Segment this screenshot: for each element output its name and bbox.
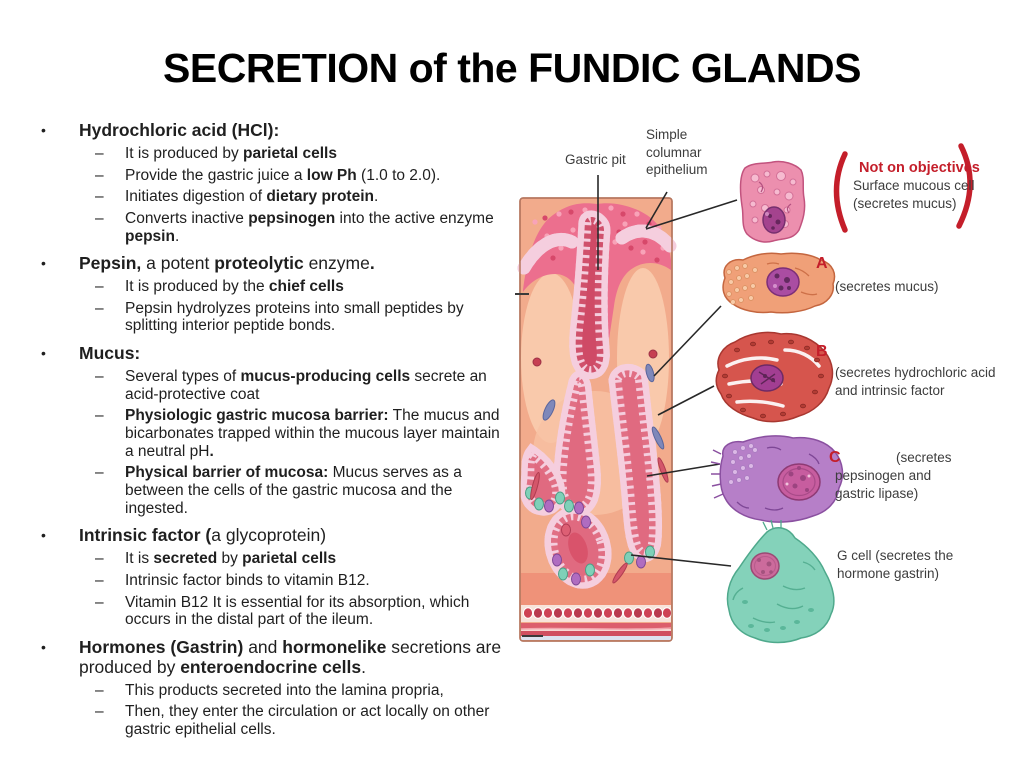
label-gastric-pit: Gastric pit <box>565 152 626 167</box>
sub-bullet-item <box>34 572 516 590</box>
sub-bullet-item <box>34 682 516 700</box>
bullet-item <box>34 638 516 678</box>
bullet-item <box>34 254 516 274</box>
bullet-marker: – <box>95 703 104 721</box>
bullet-text: Hormones (Gastrin) and hormonelike secretions are produced by enteroendocrine cells. <box>79 636 502 677</box>
bullet-text: Vitamin B12 It is essential for its absorption, which occurs in the distal part of the ileum. <box>125 593 470 629</box>
sub-bullet-item <box>34 145 516 163</box>
bullet-text: Intrinsic factor (a glycoprotein) <box>79 525 327 546</box>
sub-bullet-item <box>34 594 516 629</box>
label-cell-a-desc: (secretes mucus) <box>835 279 939 294</box>
bullet-item <box>34 121 516 141</box>
label-cell-c-letter: C <box>829 449 841 466</box>
bullet-text: Pepsin, a potent proteolytic enzyme. <box>79 253 375 274</box>
bullet-marker: – <box>95 188 104 206</box>
sub-bullet-item <box>34 300 516 335</box>
bullet-marker: • <box>41 122 46 138</box>
bullet-marker: – <box>95 278 104 296</box>
bullet-marker: – <box>95 368 104 386</box>
surface-mucous-cell-illustration <box>740 161 804 242</box>
bullet-text: This products secreted into the lamina propria, <box>125 681 444 699</box>
cell-c-illustration <box>711 436 842 522</box>
bullet-marker: – <box>95 571 104 589</box>
bullet-marker: • <box>41 527 46 544</box>
bullet-marker: • <box>41 255 46 272</box>
bullet-item <box>34 526 516 546</box>
sub-bullet-item <box>34 278 516 296</box>
label-surface-mucous-cell: Surface mucous cell (secretes mucus) <box>853 178 975 211</box>
bullet-text: Provide the gastric juice a low Ph (1.0 to 2.0). <box>125 166 441 184</box>
bullet-text: It is produced by the chief cells <box>125 278 344 296</box>
bullet-marker: – <box>95 299 104 317</box>
bullet-marker: – <box>95 464 104 482</box>
bullet-text: Physiologic gastric mucosa barrier: The mucus and bicarbonates trapped within the mucous layer maintain a neutral pH. <box>125 407 500 460</box>
bullet-text: Physical barrier of mucosa: Mucus serves as a between the cells of the gastric mucosa and the ingested. <box>125 464 462 517</box>
label-simple-columnar-epithelium: Simple columnar epithelium <box>646 127 708 178</box>
bullet-item <box>34 344 516 364</box>
bullet-list <box>34 112 516 739</box>
bullet-marker: – <box>95 166 104 184</box>
g-cell-illustration <box>727 520 833 643</box>
tissue-block <box>520 198 672 641</box>
bullet-marker: • <box>41 345 46 362</box>
sub-bullet-item <box>34 550 516 568</box>
bullet-text: It is secreted by parietal cells <box>125 550 337 568</box>
bullet-marker: – <box>95 681 104 699</box>
bullet-marker: – <box>95 550 104 568</box>
bullet-marker: – <box>95 144 104 162</box>
sub-bullet-item <box>34 703 516 738</box>
bullet-marker: – <box>95 593 104 611</box>
label-g-cell: G cell (secretes the hormone gastrin) <box>837 548 954 581</box>
bullet-marker: • <box>41 638 46 655</box>
sub-bullet-item <box>34 188 516 206</box>
sub-bullet-item <box>34 167 516 185</box>
fundic-gland-diagram <box>515 118 1024 668</box>
label-cell-c-desc-intro: (secretes <box>896 450 952 465</box>
sub-bullet-item <box>34 464 516 517</box>
bullet-text: Hydrochloric acid (HCl): <box>79 120 280 140</box>
left-bracket <box>837 154 846 230</box>
bullet-text: Converts inactive pepsinogen into the active enzyme pepsin. <box>125 209 494 245</box>
bullet-text: Then, they enter the circulation or act locally on other gastric epithelial cells. <box>125 703 490 739</box>
label-cell-b-desc: (secretes hydrochloric acid and intrinsic factor <box>835 365 996 398</box>
bullet-text: Intrinsic factor binds to vitamin B12. <box>125 571 370 589</box>
bullet-text: Several types of mucus-producing cells secrete an acid-protective coat <box>125 368 487 403</box>
label-cell-c-desc-rest: pepsinogen and gastric lipase) <box>835 468 932 501</box>
bullet-text: Mucus: <box>79 343 141 364</box>
sub-bullet-item <box>34 407 516 460</box>
bullet-text: Pepsin hydrolyzes proteins into small peptides by splitting interior peptide bonds. <box>125 299 464 335</box>
sub-bullet-item <box>34 210 516 245</box>
bullet-marker: – <box>95 407 104 425</box>
label-cell-a-letter: A <box>816 255 828 272</box>
label-not-on-objectives: Not on objectives <box>859 160 980 176</box>
label-cell-b-letter: B <box>816 343 828 360</box>
bullet-text: It is produced by parietal cells <box>125 144 337 162</box>
bullet-text: Initiates digestion of dietary protein. <box>125 188 379 206</box>
page-title: SECRETION of the FUNDIC GLANDS <box>163 45 861 91</box>
sub-bullet-item <box>34 368 516 403</box>
bullet-marker: – <box>95 209 104 227</box>
